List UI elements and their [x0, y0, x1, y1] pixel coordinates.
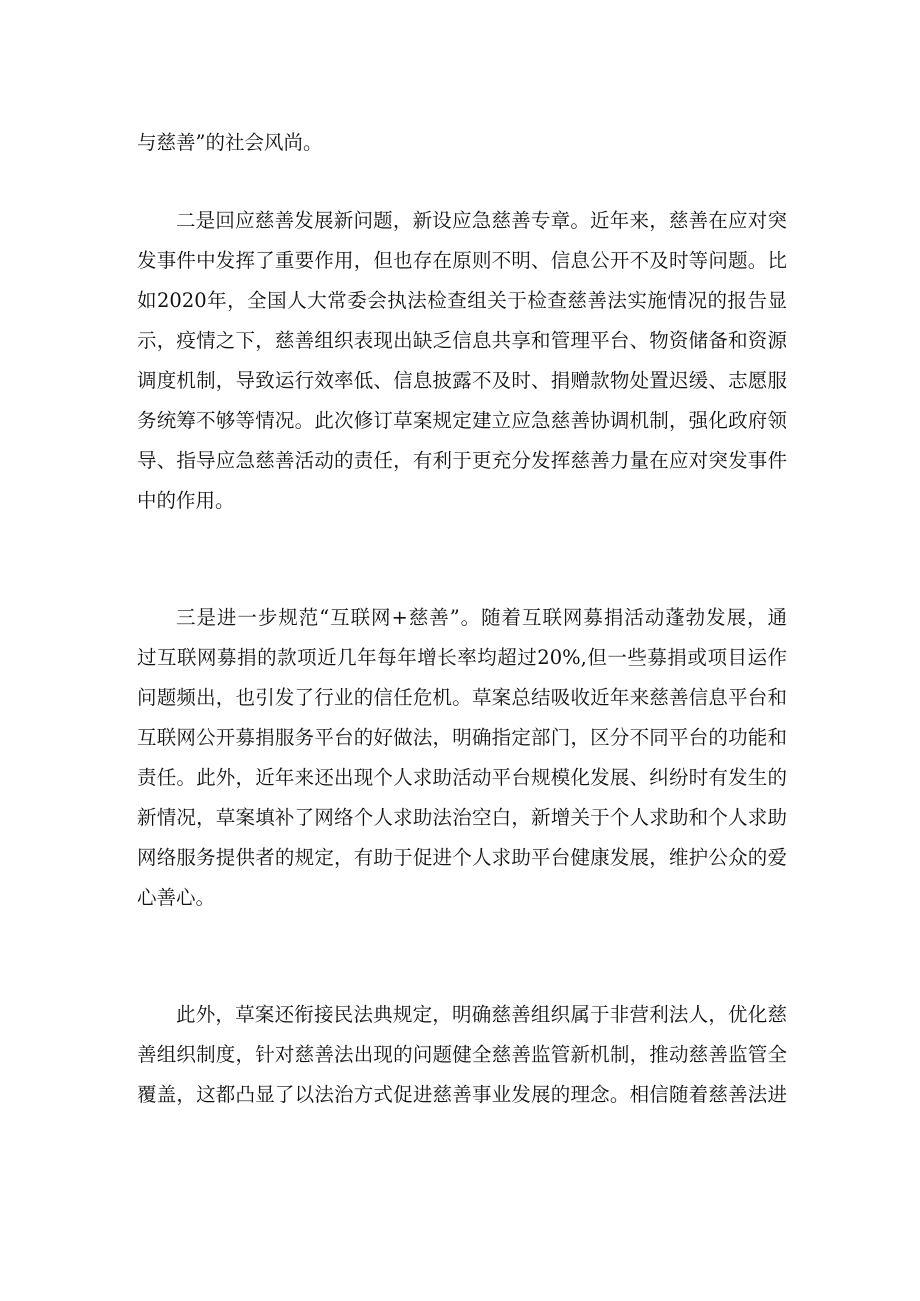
paragraph-3	[137, 598, 787, 918]
paragraph-2	[137, 201, 787, 521]
paragraph-line: 覆盖，这都凸显了以法治方式促进慈善事业发展的理念。相信随着慈善法进	[137, 1083, 787, 1106]
paragraph-1	[137, 123, 787, 163]
paragraph-line: 示，疫情之下，慈善组织表现出缺乏信息共享和管理平台、物资储备和资源	[137, 329, 787, 352]
paragraph-line: 问题频出，也引发了行业的信任危机。草案总结吸收近年来慈善信息平台和	[137, 686, 787, 709]
paragraph-line: 过互联网募捐的款项近几年每年增长率均超过20%,但一些募捐或项目运作	[137, 646, 787, 669]
paragraph-line: 善组织制度，针对慈善法出现的问题健全慈善监管新机制，推动慈善监管全	[137, 1043, 787, 1066]
paragraph-line: 此外，草案还衔接民法典规定，明确慈善组织属于非营利法人，优化慈	[176, 1003, 787, 1026]
paragraph-line: 务统筹不够等情况。此次修订草案规定建立应急慈善协调机制，强化政府领	[137, 409, 787, 432]
paragraph-line: 责任。此外，近年来还出现个人求助活动平台规模化发展、纠纷时有发生的	[137, 766, 787, 789]
paragraph-line: 与慈善”的社会风尚。	[137, 131, 323, 154]
paragraph-line: 心善心。	[137, 886, 216, 909]
paragraph-line: 三是进一步规范“互联网+慈善”。随着互联网募捐活动蓬勃发展，通	[176, 606, 787, 629]
paragraph-line: 网络服务提供者的规定，有助于促进个人求助平台健康发展，维护公众的爱	[137, 846, 787, 869]
paragraph-line: 发事件中发挥了重要作用，但也存在原则不明、信息公开不及时等问题。比	[137, 249, 787, 272]
paragraph-4	[137, 995, 787, 1115]
paragraph-line: 导、指导应急慈善活动的责任，有利于更充分发挥慈善力量在应对突发事件	[137, 449, 787, 472]
paragraph-line: 如2020年，全国人大常委会执法检查组关于检查慈善法实施情况的报告显	[137, 289, 787, 312]
paragraph-line: 中的作用。	[137, 489, 235, 512]
paragraph-line: 调度机制，导致运行效率低、信息披露不及时、捐赠款物处置迟缓、志愿服	[137, 369, 787, 392]
paragraph-line: 新情况，草案填补了网络个人求助法治空白，新增关于个人求助和个人求助	[137, 806, 787, 829]
paragraph-line: 互联网公开募捐服务平台的好做法，明确指定部门，区分不同平台的功能和	[137, 726, 787, 749]
paragraph-line: 二是回应慈善发展新问题，新设应急慈善专章。近年来，慈善在应对突	[176, 209, 787, 232]
